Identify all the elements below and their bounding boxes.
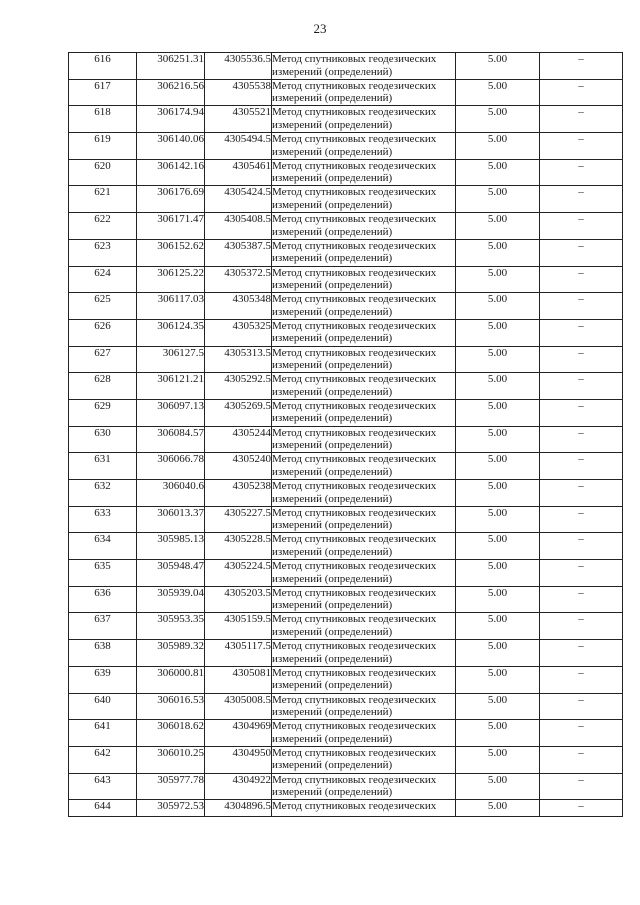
method-cell: Метод спутниковых геодезических измерений (определений): [272, 266, 456, 293]
table-row: [69, 133, 623, 160]
description-cell: [540, 800, 623, 817]
point-number-cell: 644: [69, 800, 137, 817]
accuracy-cell: 5.00: [456, 346, 540, 373]
description-text: –: [578, 506, 584, 519]
accuracy-cell: 5.00: [456, 266, 540, 293]
accuracy-cell: 5.00: [456, 773, 540, 800]
table-row: [69, 106, 623, 133]
point-number-cell: 616: [69, 53, 137, 80]
page-number: 23: [313, 21, 327, 36]
table-row: [69, 533, 623, 560]
description-cell: [540, 586, 623, 613]
description-cell: [540, 640, 623, 667]
description-text: –: [578, 746, 584, 759]
description-cell: [540, 79, 623, 106]
y-coordinate-cell: 4305424.5: [205, 186, 272, 213]
description-cell: [540, 133, 623, 160]
method-cell: Метод спутниковых геодезических измерений (определений): [272, 746, 456, 773]
x-coordinate-cell: 306140.06: [137, 133, 205, 160]
description-text: –: [578, 373, 584, 386]
point-number-cell: 632: [69, 480, 137, 507]
method-cell: Метод спутниковых геодезических измерений (определений): [272, 533, 456, 560]
description-text: –: [578, 720, 584, 733]
method-cell: Метод спутниковых геодезических измерений (определений): [272, 773, 456, 800]
table-row: [69, 746, 623, 773]
y-coordinate-cell: 4304969: [205, 720, 272, 747]
point-number-cell: 636: [69, 586, 137, 613]
y-coordinate-cell: 4305117.5: [205, 640, 272, 667]
accuracy-cell: 5.00: [456, 666, 540, 693]
accuracy-cell: 5.00: [456, 613, 540, 640]
description-text: –: [578, 773, 584, 786]
description-text: –: [578, 666, 584, 679]
table-row: [69, 720, 623, 747]
x-coordinate-cell: 305972.53: [137, 800, 205, 817]
description-text: –: [578, 53, 584, 65]
x-coordinate-cell: 306117.03: [137, 293, 205, 320]
table-row: [69, 346, 623, 373]
description-text: –: [578, 586, 584, 599]
description-text: –: [578, 640, 584, 653]
table-row: [69, 480, 623, 507]
point-number-cell: 637: [69, 613, 137, 640]
description-cell: [540, 266, 623, 293]
table-row: [69, 506, 623, 533]
description-text: –: [578, 159, 584, 172]
description-text: –: [578, 79, 584, 92]
description-text: –: [578, 213, 584, 226]
description-text: –: [578, 800, 584, 813]
description-cell: [540, 453, 623, 480]
description-cell: [540, 319, 623, 346]
y-coordinate-cell: 4305372.5: [205, 266, 272, 293]
method-cell: Метод спутниковых геодезических измерений (определений): [272, 560, 456, 587]
y-coordinate-cell: 4305224.5: [205, 560, 272, 587]
method-cell: Метод спутниковых геодезических измерений (определений): [272, 79, 456, 106]
description-cell: [540, 506, 623, 533]
description-cell: [540, 373, 623, 400]
table-row: [69, 693, 623, 720]
description-text: –: [578, 426, 584, 439]
x-coordinate-cell: 305977.78: [137, 773, 205, 800]
x-coordinate-cell: 306142.16: [137, 159, 205, 186]
description-cell: [540, 239, 623, 266]
accuracy-cell: 5.00: [456, 319, 540, 346]
point-number-cell: 643: [69, 773, 137, 800]
table-row: [69, 666, 623, 693]
x-coordinate-cell: 306097.13: [137, 399, 205, 426]
y-coordinate-cell: 4305494.5: [205, 133, 272, 160]
y-coordinate-cell: 4305238: [205, 480, 272, 507]
y-coordinate-cell: 4304922: [205, 773, 272, 800]
y-coordinate-cell: 4305228.5: [205, 533, 272, 560]
table-row: [69, 159, 623, 186]
accuracy-cell: 5.00: [456, 186, 540, 213]
x-coordinate-cell: 306013.37: [137, 506, 205, 533]
point-number-cell: 622: [69, 213, 137, 240]
point-number-cell: 623: [69, 239, 137, 266]
x-coordinate-cell: 306016.53: [137, 693, 205, 720]
y-coordinate-cell: 4305244: [205, 426, 272, 453]
method-cell: Метод спутниковых геодезических измерений (определений): [272, 346, 456, 373]
x-coordinate-cell: 306000.81: [137, 666, 205, 693]
method-cell: Метод спутниковых геодезических измерений (определений): [272, 426, 456, 453]
y-coordinate-cell: 4305313.5: [205, 346, 272, 373]
y-coordinate-cell: 4305521: [205, 106, 272, 133]
table-row: [69, 586, 623, 613]
x-coordinate-cell: 306084.57: [137, 426, 205, 453]
point-number-cell: 633: [69, 506, 137, 533]
y-coordinate-cell: 4305536.5: [205, 53, 272, 80]
description-text: –: [578, 480, 584, 492]
accuracy-cell: 5.00: [456, 720, 540, 747]
x-coordinate-cell: 306216.56: [137, 79, 205, 106]
description-text: –: [578, 293, 584, 306]
point-number-cell: 639: [69, 666, 137, 693]
description-cell: [540, 693, 623, 720]
description-cell: [540, 613, 623, 640]
description-cell: [540, 666, 623, 693]
point-number-cell: 617: [69, 79, 137, 106]
point-number-cell: 631: [69, 453, 137, 480]
table-row: [69, 79, 623, 106]
description-text: –: [578, 319, 584, 332]
coordinates-table: [68, 52, 623, 817]
table-row: [69, 186, 623, 213]
description-cell: [540, 293, 623, 320]
description-cell: [540, 773, 623, 800]
y-coordinate-cell: 4305461: [205, 159, 272, 186]
accuracy-cell: 5.00: [456, 800, 540, 817]
description-text: –: [578, 693, 584, 706]
point-number-cell: 627: [69, 346, 137, 373]
method-cell: Метод спутниковых геодезических измерений (определений): [272, 106, 456, 133]
x-coordinate-cell: 306121.21: [137, 373, 205, 400]
table-row: [69, 560, 623, 587]
accuracy-cell: 5.00: [456, 79, 540, 106]
description-text: –: [578, 613, 584, 626]
table-row: [69, 319, 623, 346]
table-row: [69, 373, 623, 400]
x-coordinate-cell: 306125.22: [137, 266, 205, 293]
x-coordinate-cell: 305989.32: [137, 640, 205, 667]
description-text: –: [578, 239, 584, 252]
accuracy-cell: 5.00: [456, 480, 540, 507]
method-cell: Метод спутниковых геодезических измерений (определений): [272, 480, 456, 507]
method-cell: Метод спутниковых геодезических измерений (определений): [272, 506, 456, 533]
method-cell: Метод спутниковых геодезических измерений (определений): [272, 453, 456, 480]
accuracy-cell: 5.00: [456, 533, 540, 560]
description-text: –: [578, 399, 584, 412]
x-coordinate-cell: 305953.35: [137, 613, 205, 640]
description-text: –: [578, 533, 584, 546]
x-coordinate-cell: 306174.94: [137, 106, 205, 133]
table-row: [69, 399, 623, 426]
table-row: [69, 773, 623, 800]
accuracy-cell: 5.00: [456, 133, 540, 160]
x-coordinate-cell: 305939.04: [137, 586, 205, 613]
accuracy-cell: 5.00: [456, 586, 540, 613]
x-coordinate-cell: 305985.13: [137, 533, 205, 560]
point-number-cell: 634: [69, 533, 137, 560]
method-cell: Метод спутниковых геодезических измерений (определений): [272, 640, 456, 667]
description-text: –: [578, 106, 584, 119]
description-text: –: [578, 133, 584, 146]
accuracy-cell: 5.00: [456, 106, 540, 133]
method-cell: Метод спутниковых геодезических измерений (определений): [272, 159, 456, 186]
point-number-cell: 626: [69, 319, 137, 346]
method-cell: Метод спутниковых геодезических измерений (определений): [272, 373, 456, 400]
method-cell: Метод спутниковых геодезических измерений (определений): [272, 399, 456, 426]
description-cell: [540, 480, 623, 507]
point-number-cell: 642: [69, 746, 137, 773]
accuracy-cell: 5.00: [456, 399, 540, 426]
x-coordinate-cell: 306124.35: [137, 319, 205, 346]
x-coordinate-cell: 306171.47: [137, 213, 205, 240]
description-text: –: [578, 346, 584, 359]
y-coordinate-cell: 4305159.5: [205, 613, 272, 640]
x-coordinate-cell: 306018.62: [137, 720, 205, 747]
table-row: [69, 640, 623, 667]
point-number-cell: 630: [69, 426, 137, 453]
accuracy-cell: 5.00: [456, 426, 540, 453]
table-row: [69, 53, 623, 80]
method-cell: Метод спутниковых геодезических измерений (определений): [272, 319, 456, 346]
method-cell: Метод спутниковых геодезических измерений (определений): [272, 53, 456, 80]
accuracy-cell: 5.00: [456, 640, 540, 667]
point-number-cell: 629: [69, 399, 137, 426]
accuracy-cell: 5.00: [456, 560, 540, 587]
table-row: [69, 613, 623, 640]
y-coordinate-cell: 4305348: [205, 293, 272, 320]
point-number-cell: 641: [69, 720, 137, 747]
y-coordinate-cell: 4304950: [205, 746, 272, 773]
y-coordinate-cell: 4305081: [205, 666, 272, 693]
description-cell: [540, 159, 623, 186]
description-cell: [540, 426, 623, 453]
point-number-cell: 625: [69, 293, 137, 320]
method-cell: Метод спутниковых геодезических измерений (определений): [272, 613, 456, 640]
y-coordinate-cell: 4304896.5: [205, 800, 272, 817]
accuracy-cell: 5.00: [456, 506, 540, 533]
point-number-cell: 620: [69, 159, 137, 186]
y-coordinate-cell: 4305325: [205, 319, 272, 346]
table-row: [69, 800, 623, 817]
description-cell: [540, 186, 623, 213]
description-text: –: [578, 453, 584, 466]
point-number-cell: 628: [69, 373, 137, 400]
description-cell: [540, 533, 623, 560]
table-row: [69, 453, 623, 480]
method-cell: Метод спутниковых геодезических измерений (определений): [272, 293, 456, 320]
y-coordinate-cell: 4305387.5: [205, 239, 272, 266]
accuracy-cell: 5.00: [456, 693, 540, 720]
method-cell: Метод спутниковых геодезических измерений (определений): [272, 720, 456, 747]
method-cell: Метод спутниковых геодезических измерений (определений): [272, 693, 456, 720]
description-text: –: [578, 186, 584, 199]
table-row: [69, 266, 623, 293]
point-number-cell: 621: [69, 186, 137, 213]
x-coordinate-cell: 306040.6: [137, 480, 205, 507]
point-number-cell: 619: [69, 133, 137, 160]
description-cell: [540, 213, 623, 240]
description-cell: [540, 720, 623, 747]
x-coordinate-cell: 306127.5: [137, 346, 205, 373]
y-coordinate-cell: 4305203.5: [205, 586, 272, 613]
accuracy-cell: 5.00: [456, 239, 540, 266]
description-cell: [540, 399, 623, 426]
y-coordinate-cell: 4305240: [205, 453, 272, 480]
method-cell: Метод спутниковых геодезических измерений (определений): [272, 186, 456, 213]
x-coordinate-cell: 306152.62: [137, 239, 205, 266]
accuracy-cell: 5.00: [456, 213, 540, 240]
description-cell: [540, 53, 623, 80]
y-coordinate-cell: 4305269.5: [205, 399, 272, 426]
x-coordinate-cell: 306251.31: [137, 53, 205, 80]
accuracy-cell: 5.00: [456, 53, 540, 80]
description-text: –: [578, 560, 584, 573]
point-number-cell: 635: [69, 560, 137, 587]
method-cell: Метод спутниковых геодезических: [272, 800, 456, 817]
accuracy-cell: 5.00: [456, 159, 540, 186]
y-coordinate-cell: 4305538: [205, 79, 272, 106]
description-cell: [540, 346, 623, 373]
x-coordinate-cell: 306066.78: [137, 453, 205, 480]
method-cell: Метод спутниковых геодезических измерений (определений): [272, 666, 456, 693]
description-text: –: [578, 266, 584, 279]
x-coordinate-cell: 306010.25: [137, 746, 205, 773]
accuracy-cell: 5.00: [456, 373, 540, 400]
description-cell: [540, 746, 623, 773]
y-coordinate-cell: 4305408.5: [205, 213, 272, 240]
point-number-cell: 618: [69, 106, 137, 133]
table-row: [69, 239, 623, 266]
x-coordinate-cell: 306176.69: [137, 186, 205, 213]
y-coordinate-cell: 4305292.5: [205, 373, 272, 400]
accuracy-cell: 5.00: [456, 746, 540, 773]
point-number-cell: 640: [69, 693, 137, 720]
accuracy-cell: 5.00: [456, 453, 540, 480]
point-number-cell: 624: [69, 266, 137, 293]
description-cell: [540, 106, 623, 133]
x-coordinate-cell: 305948.47: [137, 560, 205, 587]
table-row: [69, 426, 623, 453]
table-row: [69, 213, 623, 240]
point-number-cell: 638: [69, 640, 137, 667]
accuracy-cell: 5.00: [456, 293, 540, 320]
method-cell: Метод спутниковых геодезических измерений (определений): [272, 239, 456, 266]
description-cell: [540, 560, 623, 587]
coordinates-table-body: [69, 53, 623, 817]
y-coordinate-cell: 4305008.5: [205, 693, 272, 720]
method-cell: Метод спутниковых геодезических измерений (определений): [272, 133, 456, 160]
method-cell: Метод спутниковых геодезических измерений (определений): [272, 586, 456, 613]
y-coordinate-cell: 4305227.5: [205, 506, 272, 533]
method-cell: Метод спутниковых геодезических измерений (определений): [272, 213, 456, 240]
table-row: [69, 293, 623, 320]
